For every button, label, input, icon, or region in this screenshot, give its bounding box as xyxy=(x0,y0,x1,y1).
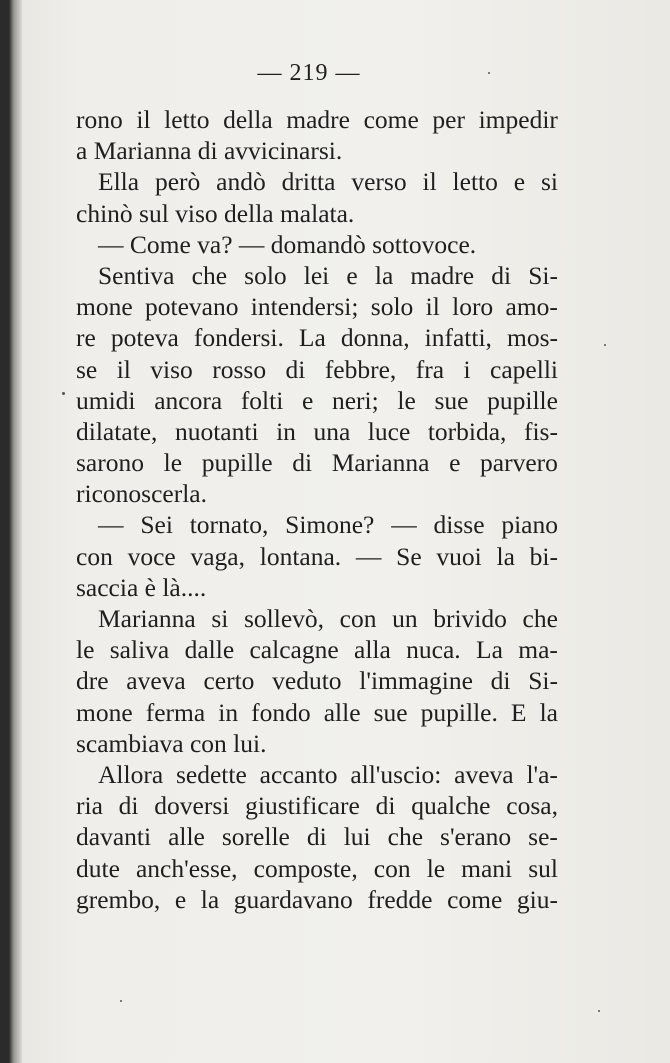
text-word: tornato, xyxy=(189,510,269,540)
text-word: il xyxy=(422,167,437,197)
text-word: solo xyxy=(370,292,414,322)
text-word: intendersi; xyxy=(250,292,359,322)
text-line: a Marianna di avvicinarsi. xyxy=(76,136,343,166)
ink-speck xyxy=(120,1000,122,1002)
text-word: calcagne xyxy=(249,635,339,665)
text-word: alle xyxy=(168,822,205,852)
text-word: parvero xyxy=(480,448,558,478)
text-word: verso xyxy=(351,167,407,197)
text-word: impedir xyxy=(478,105,558,134)
text-word: però xyxy=(154,167,201,197)
text-word: amo- xyxy=(505,292,558,322)
text-word: — xyxy=(98,510,124,540)
text-line xyxy=(76,665,558,696)
text-word: le xyxy=(163,448,183,478)
text-word: il xyxy=(116,354,131,384)
text-word: di xyxy=(285,354,306,384)
text-word: potevano xyxy=(144,292,239,322)
text-word: lui xyxy=(343,822,371,852)
text-word: di xyxy=(306,822,327,852)
body-text xyxy=(76,104,558,915)
text-word: viso xyxy=(150,354,193,384)
text-word: sue xyxy=(373,697,408,727)
text-word: che xyxy=(387,822,424,852)
text-word: s'erano xyxy=(440,822,512,852)
text-word: Ella xyxy=(98,167,140,197)
text-word: ferma xyxy=(145,697,206,727)
text-line xyxy=(76,541,558,572)
text-line xyxy=(76,322,558,353)
text-line xyxy=(76,509,558,540)
text-word: dre xyxy=(76,666,109,696)
text-word: che xyxy=(522,604,558,633)
ink-speck xyxy=(598,1010,600,1012)
text-line xyxy=(76,884,558,915)
text-word: i xyxy=(463,354,471,384)
text-word: e xyxy=(174,884,187,914)
text-word: doversi xyxy=(154,791,230,821)
text-word: alla xyxy=(354,635,391,665)
text-word: dute xyxy=(76,853,120,883)
text-word: in xyxy=(276,416,296,446)
ink-speck xyxy=(604,344,606,346)
ink-speck xyxy=(488,72,490,74)
text-line: riconoscerla. xyxy=(76,479,207,509)
text-word: un xyxy=(392,604,418,633)
text-line xyxy=(76,291,558,322)
text-word: cosa, xyxy=(506,791,558,821)
text-word: come xyxy=(447,884,503,914)
text-word: e xyxy=(346,260,358,290)
text-word: Simone? xyxy=(285,510,375,540)
text-line xyxy=(76,790,558,821)
text-word: fredde xyxy=(367,884,433,914)
text-word: qualche xyxy=(411,791,491,821)
text-line: — Come va? — domandò sottovoce. xyxy=(98,229,477,259)
text-word: donna, xyxy=(340,323,410,353)
text-line: scambiava con lui. xyxy=(76,728,267,758)
text-word: Sentiva xyxy=(98,260,175,290)
text-word: sue xyxy=(434,385,469,415)
ink-speck xyxy=(62,392,65,395)
text-word: e xyxy=(449,448,461,478)
text-line xyxy=(76,354,558,385)
text-line xyxy=(76,260,558,291)
text-word: madre xyxy=(410,260,475,290)
text-word: capelli xyxy=(490,354,558,384)
text-word: giustificare xyxy=(245,791,360,821)
text-line xyxy=(76,385,558,416)
text-word: folti xyxy=(240,385,284,415)
text-word: e xyxy=(513,167,526,197)
text-word: rono xyxy=(76,105,123,134)
text-word: accanto xyxy=(259,759,338,789)
text-word: Si- xyxy=(528,666,558,696)
text-line xyxy=(76,166,558,197)
text-word: neri; xyxy=(331,385,379,415)
text-word: dritta xyxy=(281,167,336,197)
text-word: della xyxy=(223,105,273,134)
text-word: mani xyxy=(461,853,513,883)
text-line: chinò sul viso della malata. xyxy=(76,198,355,228)
text-word: le xyxy=(426,853,446,883)
text-word: vuoi xyxy=(436,541,482,571)
text-word: giu- xyxy=(516,884,558,914)
text-word: luce xyxy=(367,416,411,446)
text-word: solo xyxy=(244,260,287,290)
text-word: l'a- xyxy=(526,759,558,789)
text-word: ancora xyxy=(154,385,223,415)
text-word: l'immagine xyxy=(359,666,473,696)
text-word: bi- xyxy=(529,541,558,571)
text-word: La xyxy=(298,323,326,353)
text-word: madre xyxy=(286,105,350,134)
text-word: rosso xyxy=(212,354,267,384)
text-word: la xyxy=(200,884,220,914)
text-line xyxy=(76,416,558,447)
text-word: di xyxy=(375,791,396,821)
text-word: febbre, xyxy=(324,354,397,384)
text-word: di xyxy=(118,791,139,821)
text-word: Se xyxy=(396,541,422,571)
text-word: Sei xyxy=(140,510,173,540)
text-word: che xyxy=(191,260,228,290)
text-word: si xyxy=(211,604,229,633)
text-word: sarono xyxy=(76,448,144,478)
text-word: pupille xyxy=(487,385,558,415)
text-word: poteva xyxy=(110,323,179,353)
text-word: anch'esse, xyxy=(135,853,238,883)
text-word: mone xyxy=(76,697,133,727)
text-word: con xyxy=(373,853,411,883)
text-word: andò xyxy=(216,167,266,197)
text-line xyxy=(76,104,558,135)
text-word: sedette xyxy=(175,759,247,789)
text-word: si xyxy=(540,167,558,197)
page-binding-edge xyxy=(0,0,22,1063)
text-word: guardavano xyxy=(233,884,353,914)
text-line xyxy=(76,759,558,790)
text-word: certo xyxy=(203,666,255,696)
text-word: piano xyxy=(501,510,558,540)
text-word: Allora xyxy=(98,759,164,789)
text-word: di xyxy=(490,666,511,696)
text-word: pupille. xyxy=(420,697,498,727)
text-word: letto xyxy=(164,105,210,134)
text-word: mone xyxy=(76,292,133,322)
text-word: se xyxy=(76,354,98,384)
text-word: mos- xyxy=(507,323,558,353)
text-word: voce xyxy=(127,541,176,571)
text-word: composte, xyxy=(253,853,358,883)
text-word: veduto xyxy=(272,666,342,696)
text-word: all'uscio: xyxy=(350,759,442,789)
text-line xyxy=(76,634,558,665)
text-word: nuca. xyxy=(406,635,461,665)
text-word: se- xyxy=(528,822,558,852)
text-word: infatti, xyxy=(424,323,492,353)
text-word: una xyxy=(313,416,351,446)
text-word: loro xyxy=(452,292,494,322)
text-word: sollevò, xyxy=(243,604,325,633)
text-word: le xyxy=(397,385,416,415)
text-word: brivido xyxy=(433,604,507,633)
text-line: saccia è là.... xyxy=(76,572,207,602)
text-word: pupille xyxy=(201,448,273,478)
text-word: ma- xyxy=(518,635,558,665)
text-word: aveva xyxy=(126,666,186,696)
text-word: sul xyxy=(528,853,558,883)
text-word: fra xyxy=(415,354,445,384)
text-word: dalle xyxy=(184,635,235,665)
text-word: di xyxy=(292,448,313,478)
text-line xyxy=(76,447,558,478)
text-word: lei xyxy=(303,260,330,290)
text-word: Si- xyxy=(528,260,558,290)
text-word: la xyxy=(374,260,394,290)
text-word: disse xyxy=(433,510,485,540)
text-word: di xyxy=(491,260,512,290)
text-word: umidi xyxy=(76,385,136,415)
text-word: — xyxy=(391,510,417,540)
text-word: Marianna xyxy=(98,604,196,633)
text-word: in xyxy=(218,697,239,727)
text-word: Marianna xyxy=(331,448,430,478)
page-number: — 219 — xyxy=(257,60,361,86)
text-word: nuotanti xyxy=(174,416,259,446)
text-word: torbida, xyxy=(427,416,507,446)
text-line xyxy=(76,603,558,634)
text-word: per xyxy=(432,105,465,134)
text-word: La xyxy=(476,635,503,665)
text-word: vaga, xyxy=(190,541,245,571)
text-word: con xyxy=(339,604,377,633)
text-word: con xyxy=(76,541,113,571)
text-word: saliva xyxy=(109,635,170,665)
text-word: fis- xyxy=(523,416,558,446)
text-line xyxy=(76,821,558,852)
text-word: il xyxy=(136,105,151,134)
text-word: fondo xyxy=(251,697,311,727)
text-word: fondersi. xyxy=(193,323,284,353)
text-word: dilatate, xyxy=(76,416,158,446)
text-word: — xyxy=(355,541,382,571)
text-word: ria xyxy=(76,791,103,821)
text-word: il xyxy=(425,292,440,322)
text-line xyxy=(76,697,558,728)
text-word: E xyxy=(510,697,527,727)
text-word: la xyxy=(496,541,515,571)
text-word: letto xyxy=(452,167,498,197)
text-word: alle xyxy=(323,697,361,727)
text-word: e xyxy=(301,385,314,415)
text-word: sorelle xyxy=(221,822,290,852)
text-word: la xyxy=(539,697,558,727)
text-word: aveva xyxy=(454,759,514,789)
text-word: le xyxy=(76,635,95,665)
text-line xyxy=(76,853,558,884)
text-word: lontana. xyxy=(259,541,342,571)
text-word: grembo, xyxy=(76,884,161,914)
text-word: re xyxy=(76,323,96,353)
text-word: davanti xyxy=(76,822,152,852)
text-word: come xyxy=(363,105,419,134)
